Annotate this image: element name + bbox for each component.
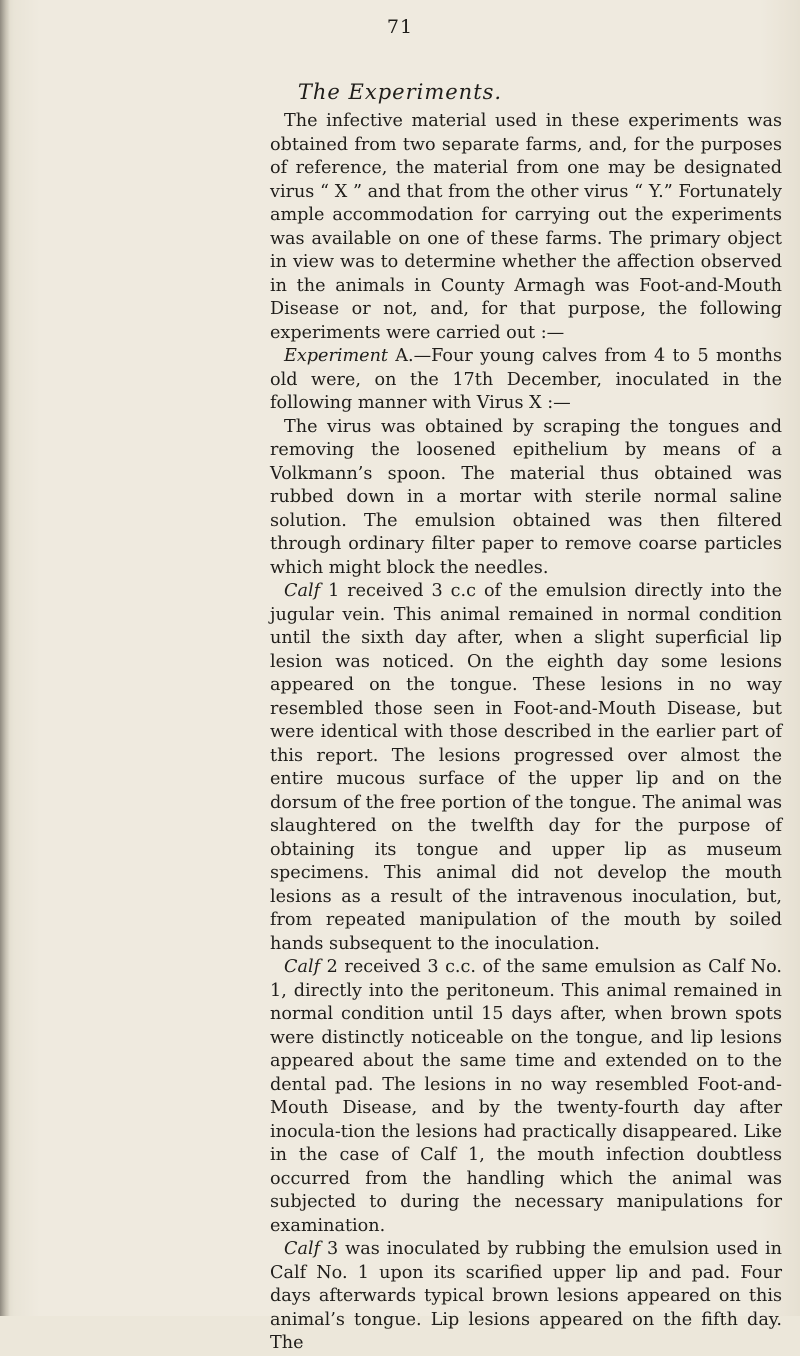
paragraph-text: 2 received 3 c.c. of the same emulsion as Calf No. 1, directly into the peritoneum. This animal remained in normal condition until 15 days after, when brown spots were distinctly noticeable on the tongue, and lip lesions appeared about the same time and extended on to the dental pad. The lesions in no way resembled Foot-and-Mouth Disease, and by the twenty-fourth day after inocula-tion the lesions had practically disappeared. Like in the case of Calf 1, the mouth infection doubtless occurred from the handling which the animal was subjected to during the necessary manipulations for examination. [270,957,782,1236]
paragraph-calf-2 [270,956,782,1238]
binding-edge [0,0,10,1316]
paragraph-experiment-a [270,345,782,416]
section-heading: The Experiments. [297,80,503,104]
paragraph-lead: Calf [284,1239,321,1259]
paragraph-text: 3 was inoculated by rubbing the emulsion used in Calf No. 1 upon its scarified upper lip and pad. Four days afterwards typical brown lesions appeared on this animal’s tongue. Lip lesions appeared on the fifth day. The [270,1239,782,1353]
paragraph-calf-3 [270,1238,782,1356]
paragraph-text: The infective material used in these experiments was obtained from two separate farms, and, for the purposes of reference, the material from one may be designated virus “ X ” and that from the other virus “ Y.” Fortunately ample accommodation for carrying out the experiments was available on one of these farms. The primary object in view was to determine whether the affection observed in the animals in County Armagh was Foot-and-Mouth Disease or not, and, for that purpose, the following experiments were carried out :— [270,111,782,343]
paragraph-text: A.—Four young calves from 4 to 5 months old were, on the 17th December, inoculated in the following manner with Virus X :— [270,346,782,413]
page-number: 71 [386,16,414,38]
paragraph-text: The virus was obtained by scraping the tongues and removing the loosened epithelium by means of a Volkmann’s spoon. The material thus obtained was rubbed down in a mortar with sterile normal saline solution. The emulsion obtained was then filtered through ordinary filter paper to remove coarse particles which might block the needles. [270,416,782,578]
paragraph-virus-preparation [270,416,782,581]
paragraph-lead: Experiment [284,346,388,366]
paragraph-text: 1 received 3 c.c of the emulsion directly into the jugular vein. This animal remained in normal condition until the sixth day after, when a slight superficial lip lesion was noticed. On the eighth day some lesions appeared on the tongue. These lesions in no way resembled those seen in Foot-and-Mouth Disease, but were identical with those described in the earlier part of this report. The lesions progressed over almost the entire mucous surface of the upper lip and on the dorsum of the free portion of the tongue. The animal was slaughtered on the twelfth day for the purpose of obtaining its tongue and upper lip as museum specimens. This animal did not develop the mouth lesions as a result of the intravenous inoculation, but, from repeated manipulation of the mouth by soiled hands subsequent to the inoculation. [270,581,782,954]
paragraph-lead: Calf [284,581,321,601]
paragraph-intro [270,110,782,345]
paragraph-lead: Calf [284,957,321,977]
paragraph-calf-1 [270,580,782,956]
body-text [270,110,782,1356]
